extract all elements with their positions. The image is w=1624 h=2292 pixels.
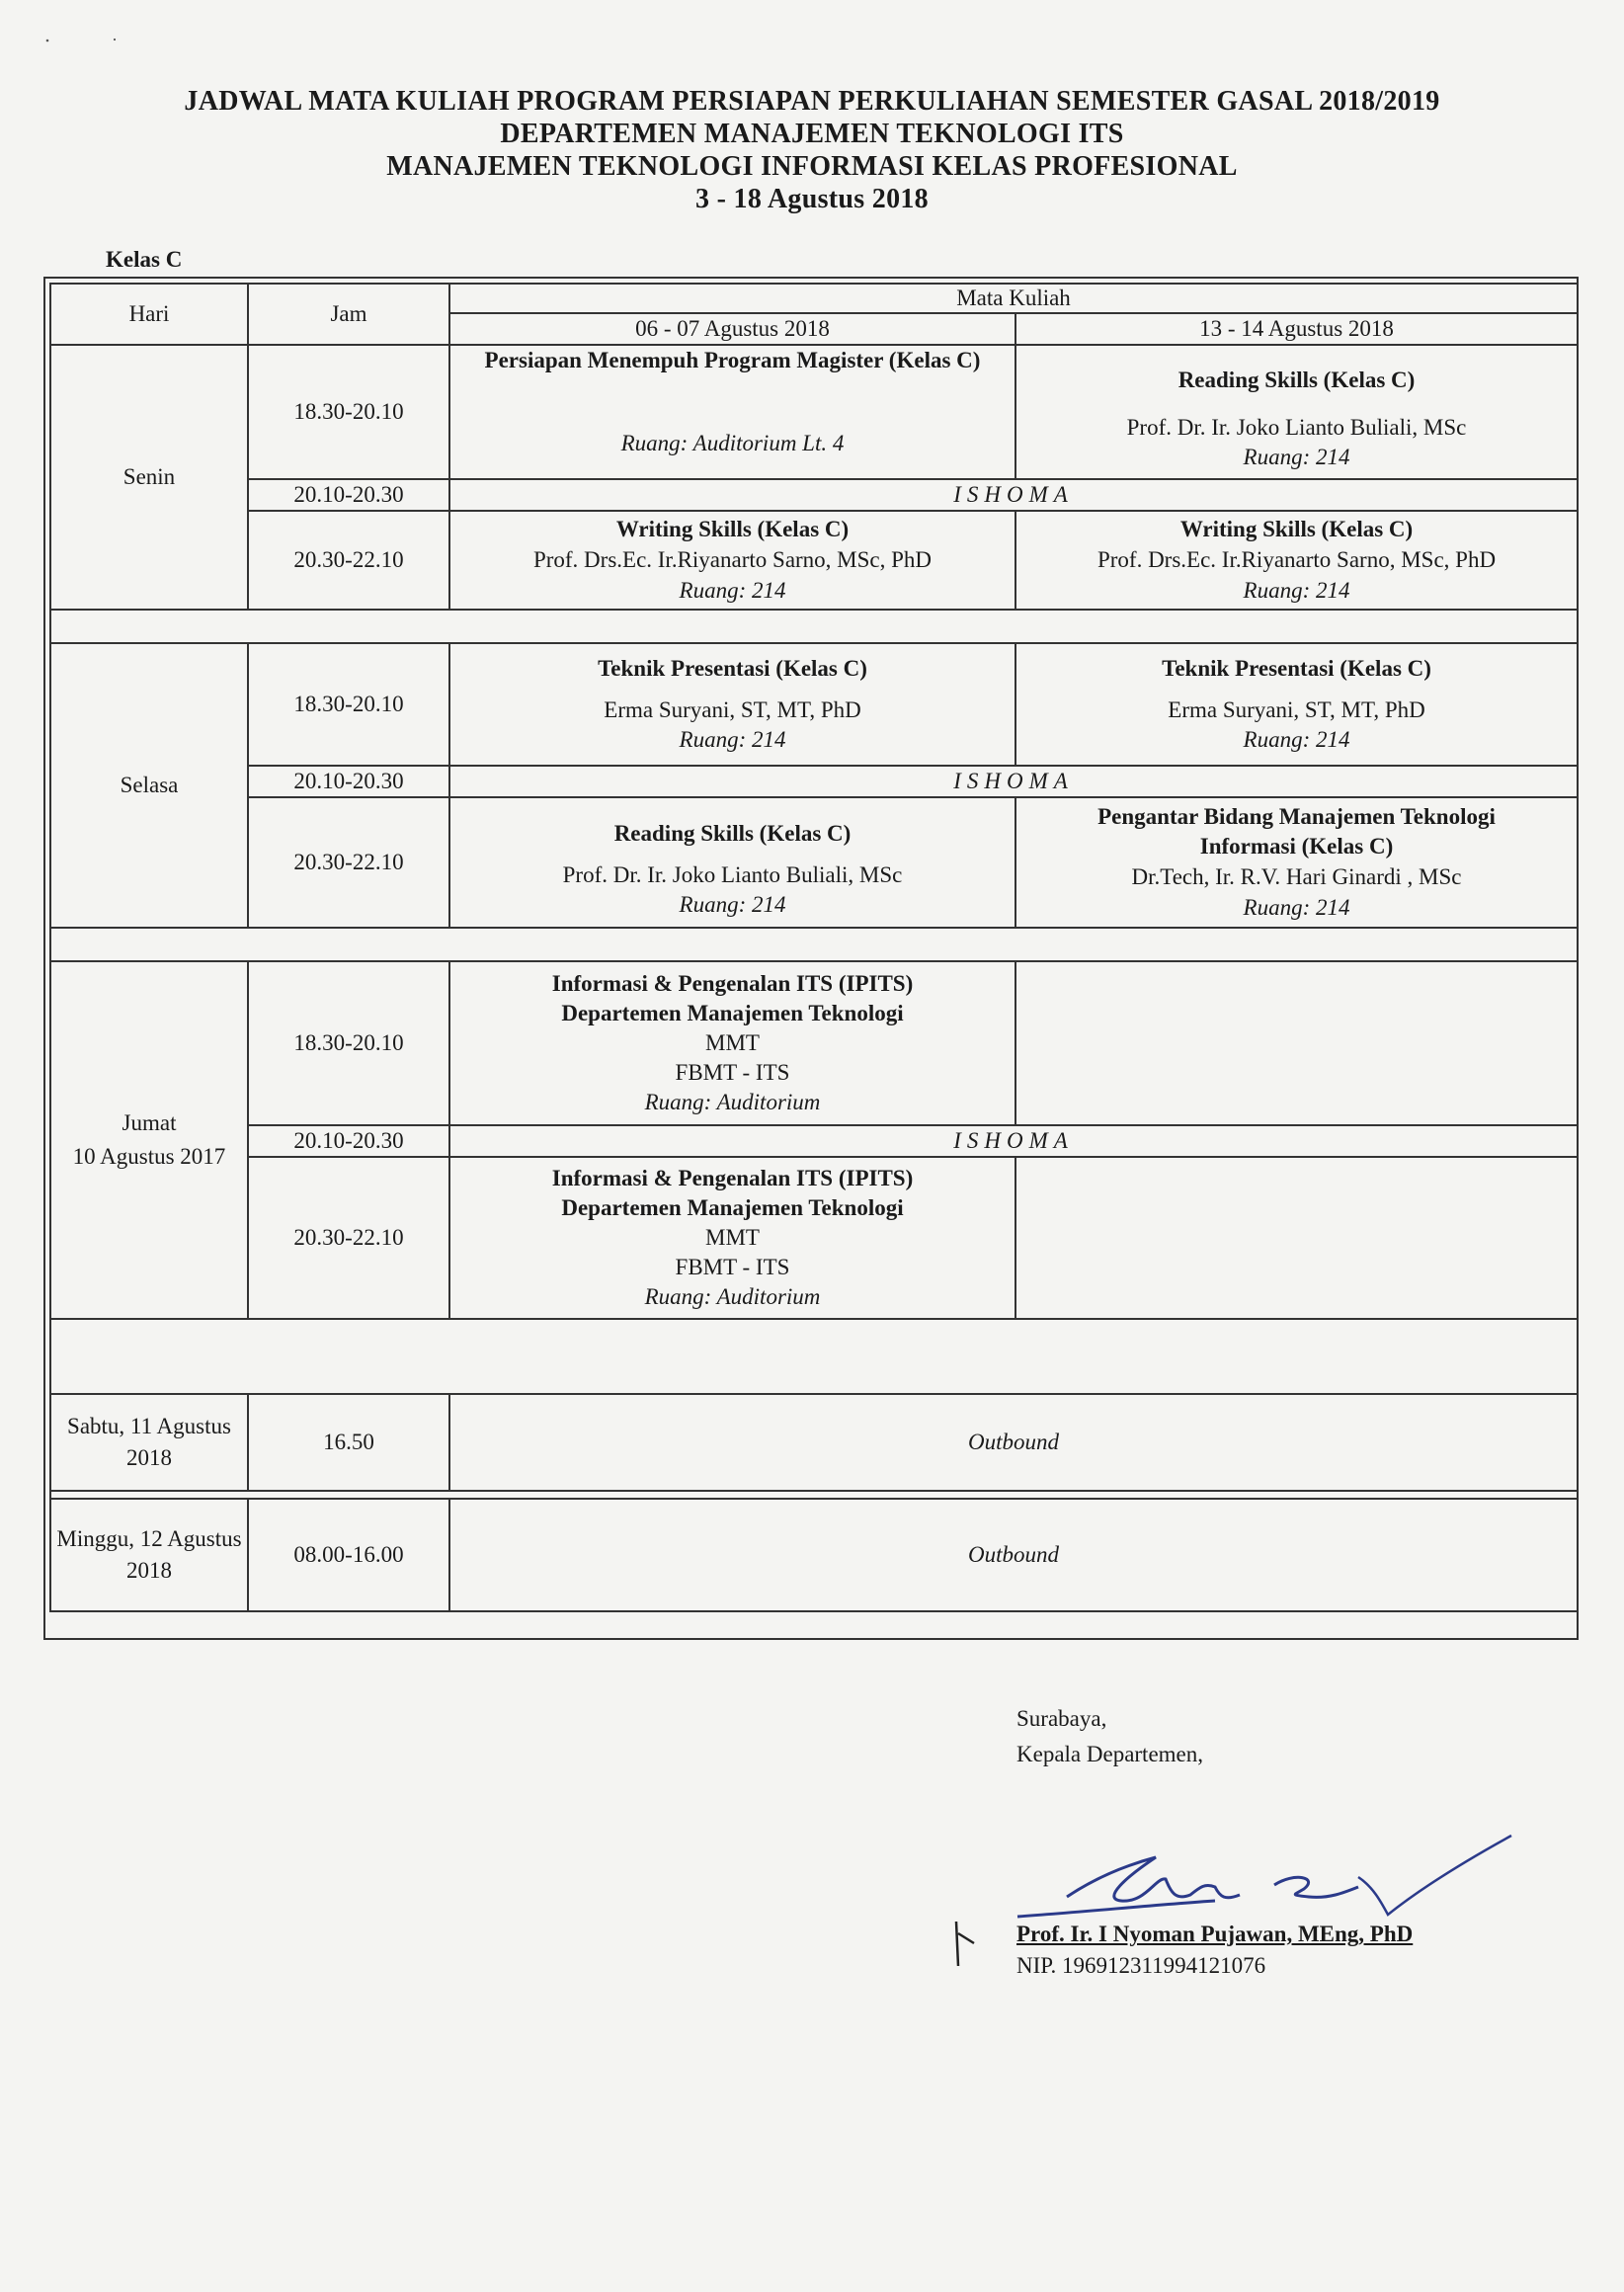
day-jumat-name: Jumat — [122, 1110, 177, 1135]
signoff-block — [1016, 1701, 1203, 1772]
header-hari: Hari — [50, 284, 248, 345]
course-room: Ruang: 214 — [1243, 727, 1350, 752]
course-room: Ruang: Auditorium — [644, 1090, 821, 1114]
course-cell — [449, 961, 1015, 1125]
course-cell — [1015, 643, 1578, 766]
course-room: Ruang: 214 — [679, 892, 786, 917]
table-header-row — [50, 284, 1578, 313]
table-row — [50, 511, 1578, 610]
day-jumat — [50, 961, 248, 1319]
course-title: Departemen Manajemen Teknologi — [561, 1001, 904, 1025]
time-slot: 20.10-20.30 — [248, 479, 449, 511]
course-cell — [1015, 797, 1578, 928]
time-slot: 18.30-20.10 — [248, 961, 449, 1125]
course-cell — [449, 643, 1015, 766]
course-room: Ruang: 214 — [1243, 445, 1350, 469]
activity-outbound: Outbound — [449, 1499, 1578, 1611]
course-lecturer: Prof. Drs.Ec. Ir.Riyanarto Sarno, MSc, PhD — [1096, 547, 1497, 572]
day-sabtu: Sabtu, 11 Agustus 2018 — [50, 1394, 248, 1491]
signer-block — [1016, 1919, 1413, 1982]
course-title: Reading Skills (Kelas C) — [1177, 368, 1416, 392]
course-line: FBMT - ITS — [675, 1060, 790, 1085]
day-selasa: Selasa — [50, 643, 248, 928]
signoff-role: Kepala Departemen, — [1016, 1742, 1204, 1766]
header-date-2: 13 - 14 Agustus 2018 — [1015, 313, 1578, 345]
scan-marks — [40, 38, 119, 43]
course-lecturer: Erma Suryani, ST, MT, PhD — [604, 697, 861, 722]
time-slot: 20.30-22.10 — [248, 511, 449, 610]
course-room: Ruang: 214 — [679, 727, 786, 752]
table-row — [50, 1157, 1578, 1319]
course-title: Informasi (Kelas C) — [1199, 834, 1394, 859]
time-slot: 20.30-22.10 — [248, 797, 449, 928]
course-line: FBMT - ITS — [675, 1255, 790, 1279]
course-title: Persiapan Menempuh Program Magister (Kelas C) — [484, 348, 981, 372]
day-senin: Senin — [50, 345, 248, 610]
day-jumat-date: 10 Agustus 2017 — [72, 1144, 226, 1169]
course-room: Ruang: 214 — [1243, 578, 1350, 603]
time-slot: 18.30-20.10 — [248, 643, 449, 766]
time-slot: 20.10-20.30 — [248, 1125, 449, 1157]
table-row — [50, 1125, 1578, 1157]
schedule-table — [49, 283, 1579, 1612]
course-cell — [449, 511, 1015, 610]
course-title: Teknik Presentasi (Kelas C) — [1162, 656, 1431, 681]
time-slot: 20.30-22.10 — [248, 1157, 449, 1319]
activity-outbound: Outbound — [449, 1394, 1578, 1491]
table-row — [50, 766, 1578, 797]
course-lecturer: Erma Suryani, ST, MT, PhD — [1168, 697, 1425, 722]
course-title: Writing Skills (Kelas C) — [615, 517, 850, 541]
course-lecturer: Dr.Tech, Ir. R.V. Hari Ginardi , MSc — [1131, 864, 1462, 889]
course-title: Informasi & Pengenalan ITS (IPITS) — [551, 1166, 914, 1190]
day-minggu: Minggu, 12 Agustus 2018 — [50, 1499, 248, 1611]
table-row — [50, 345, 1578, 479]
course-lecturer: Prof. Drs.Ec. Ir.Riyanarto Sarno, MSc, PhD — [532, 547, 933, 572]
course-title: Teknik Presentasi (Kelas C) — [598, 656, 867, 681]
signoff-city: Surabaya, — [1016, 1706, 1107, 1731]
course-title: Reading Skills (Kelas C) — [613, 821, 852, 846]
table-row — [50, 1394, 1578, 1491]
time-slot: 20.10-20.30 — [248, 766, 449, 797]
course-lecturer: Prof. Dr. Ir. Joko Lianto Buliali, MSc — [562, 862, 903, 887]
paraf-mark — [948, 1912, 978, 1971]
heading-line-3: MANAJEMEN TEKNOLOGI INFORMASI KELAS PROFESIONAL — [386, 151, 1238, 182]
time-slot: 08.00-16.00 — [248, 1499, 449, 1611]
course-cell — [1015, 511, 1578, 610]
course-line: MMT — [705, 1225, 760, 1250]
course-cell — [449, 345, 1015, 479]
table-row — [50, 961, 1578, 1125]
spacer-row — [50, 610, 1578, 643]
empty-cell — [1015, 1157, 1578, 1319]
signer-name: Prof. Ir. I Nyoman Pujawan, MEng, PhD — [1016, 1922, 1414, 1946]
course-title: Pengantar Bidang Manajemen Teknologi — [1097, 804, 1496, 829]
heading-line-1: JADWAL MATA KULIAH PROGRAM PERSIAPAN PERKULIAHAN SEMESTER GASAL 2018/2019 — [184, 86, 1440, 117]
course-title: Writing Skills (Kelas C) — [1179, 517, 1414, 541]
heading-line-2: DEPARTEMEN MANAJEMEN TEKNOLOGI ITS — [500, 119, 1124, 149]
header-date-1: 06 - 07 Agustus 2018 — [449, 313, 1015, 345]
ishoma-break: ISHOMA — [449, 1125, 1578, 1157]
document-heading — [0, 85, 1624, 215]
header-jam: Jam — [248, 284, 449, 345]
course-room: Ruang: Auditorium Lt. 4 — [620, 431, 845, 455]
header-mata-kuliah: Mata Kuliah — [449, 284, 1578, 313]
time-slot: 18.30-20.10 — [248, 345, 449, 479]
spacer-row — [50, 928, 1578, 961]
table-row — [50, 479, 1578, 511]
course-room: Ruang: Auditorium — [644, 1284, 821, 1309]
time-slot: 16.50 — [248, 1394, 449, 1491]
course-title: Departemen Manajemen Teknologi — [561, 1195, 904, 1220]
schedule-frame — [43, 277, 1579, 1640]
course-cell — [449, 1157, 1015, 1319]
course-cell — [449, 797, 1015, 928]
spacer-row — [50, 1491, 1578, 1499]
table-row — [50, 1499, 1578, 1611]
empty-cell — [1015, 961, 1578, 1125]
course-lecturer: Prof. Dr. Ir. Joko Lianto Buliali, MSc — [1126, 415, 1467, 440]
course-room: Ruang: 214 — [1243, 895, 1350, 920]
course-cell — [1015, 345, 1578, 479]
course-title: Informasi & Pengenalan ITS (IPITS) — [551, 971, 914, 996]
ishoma-break: ISHOMA — [449, 479, 1578, 511]
class-label: Kelas C — [106, 247, 183, 272]
ishoma-break: ISHOMA — [449, 766, 1578, 797]
spacer-row — [50, 1319, 1578, 1394]
heading-line-4: 3 - 18 Agustus 2018 — [695, 184, 929, 214]
course-room: Ruang: 214 — [679, 578, 786, 603]
table-row — [50, 797, 1578, 928]
course-line: MMT — [705, 1030, 760, 1055]
table-row — [50, 643, 1578, 766]
signer-nip: NIP. 196912311994121076 — [1016, 1953, 1266, 1978]
